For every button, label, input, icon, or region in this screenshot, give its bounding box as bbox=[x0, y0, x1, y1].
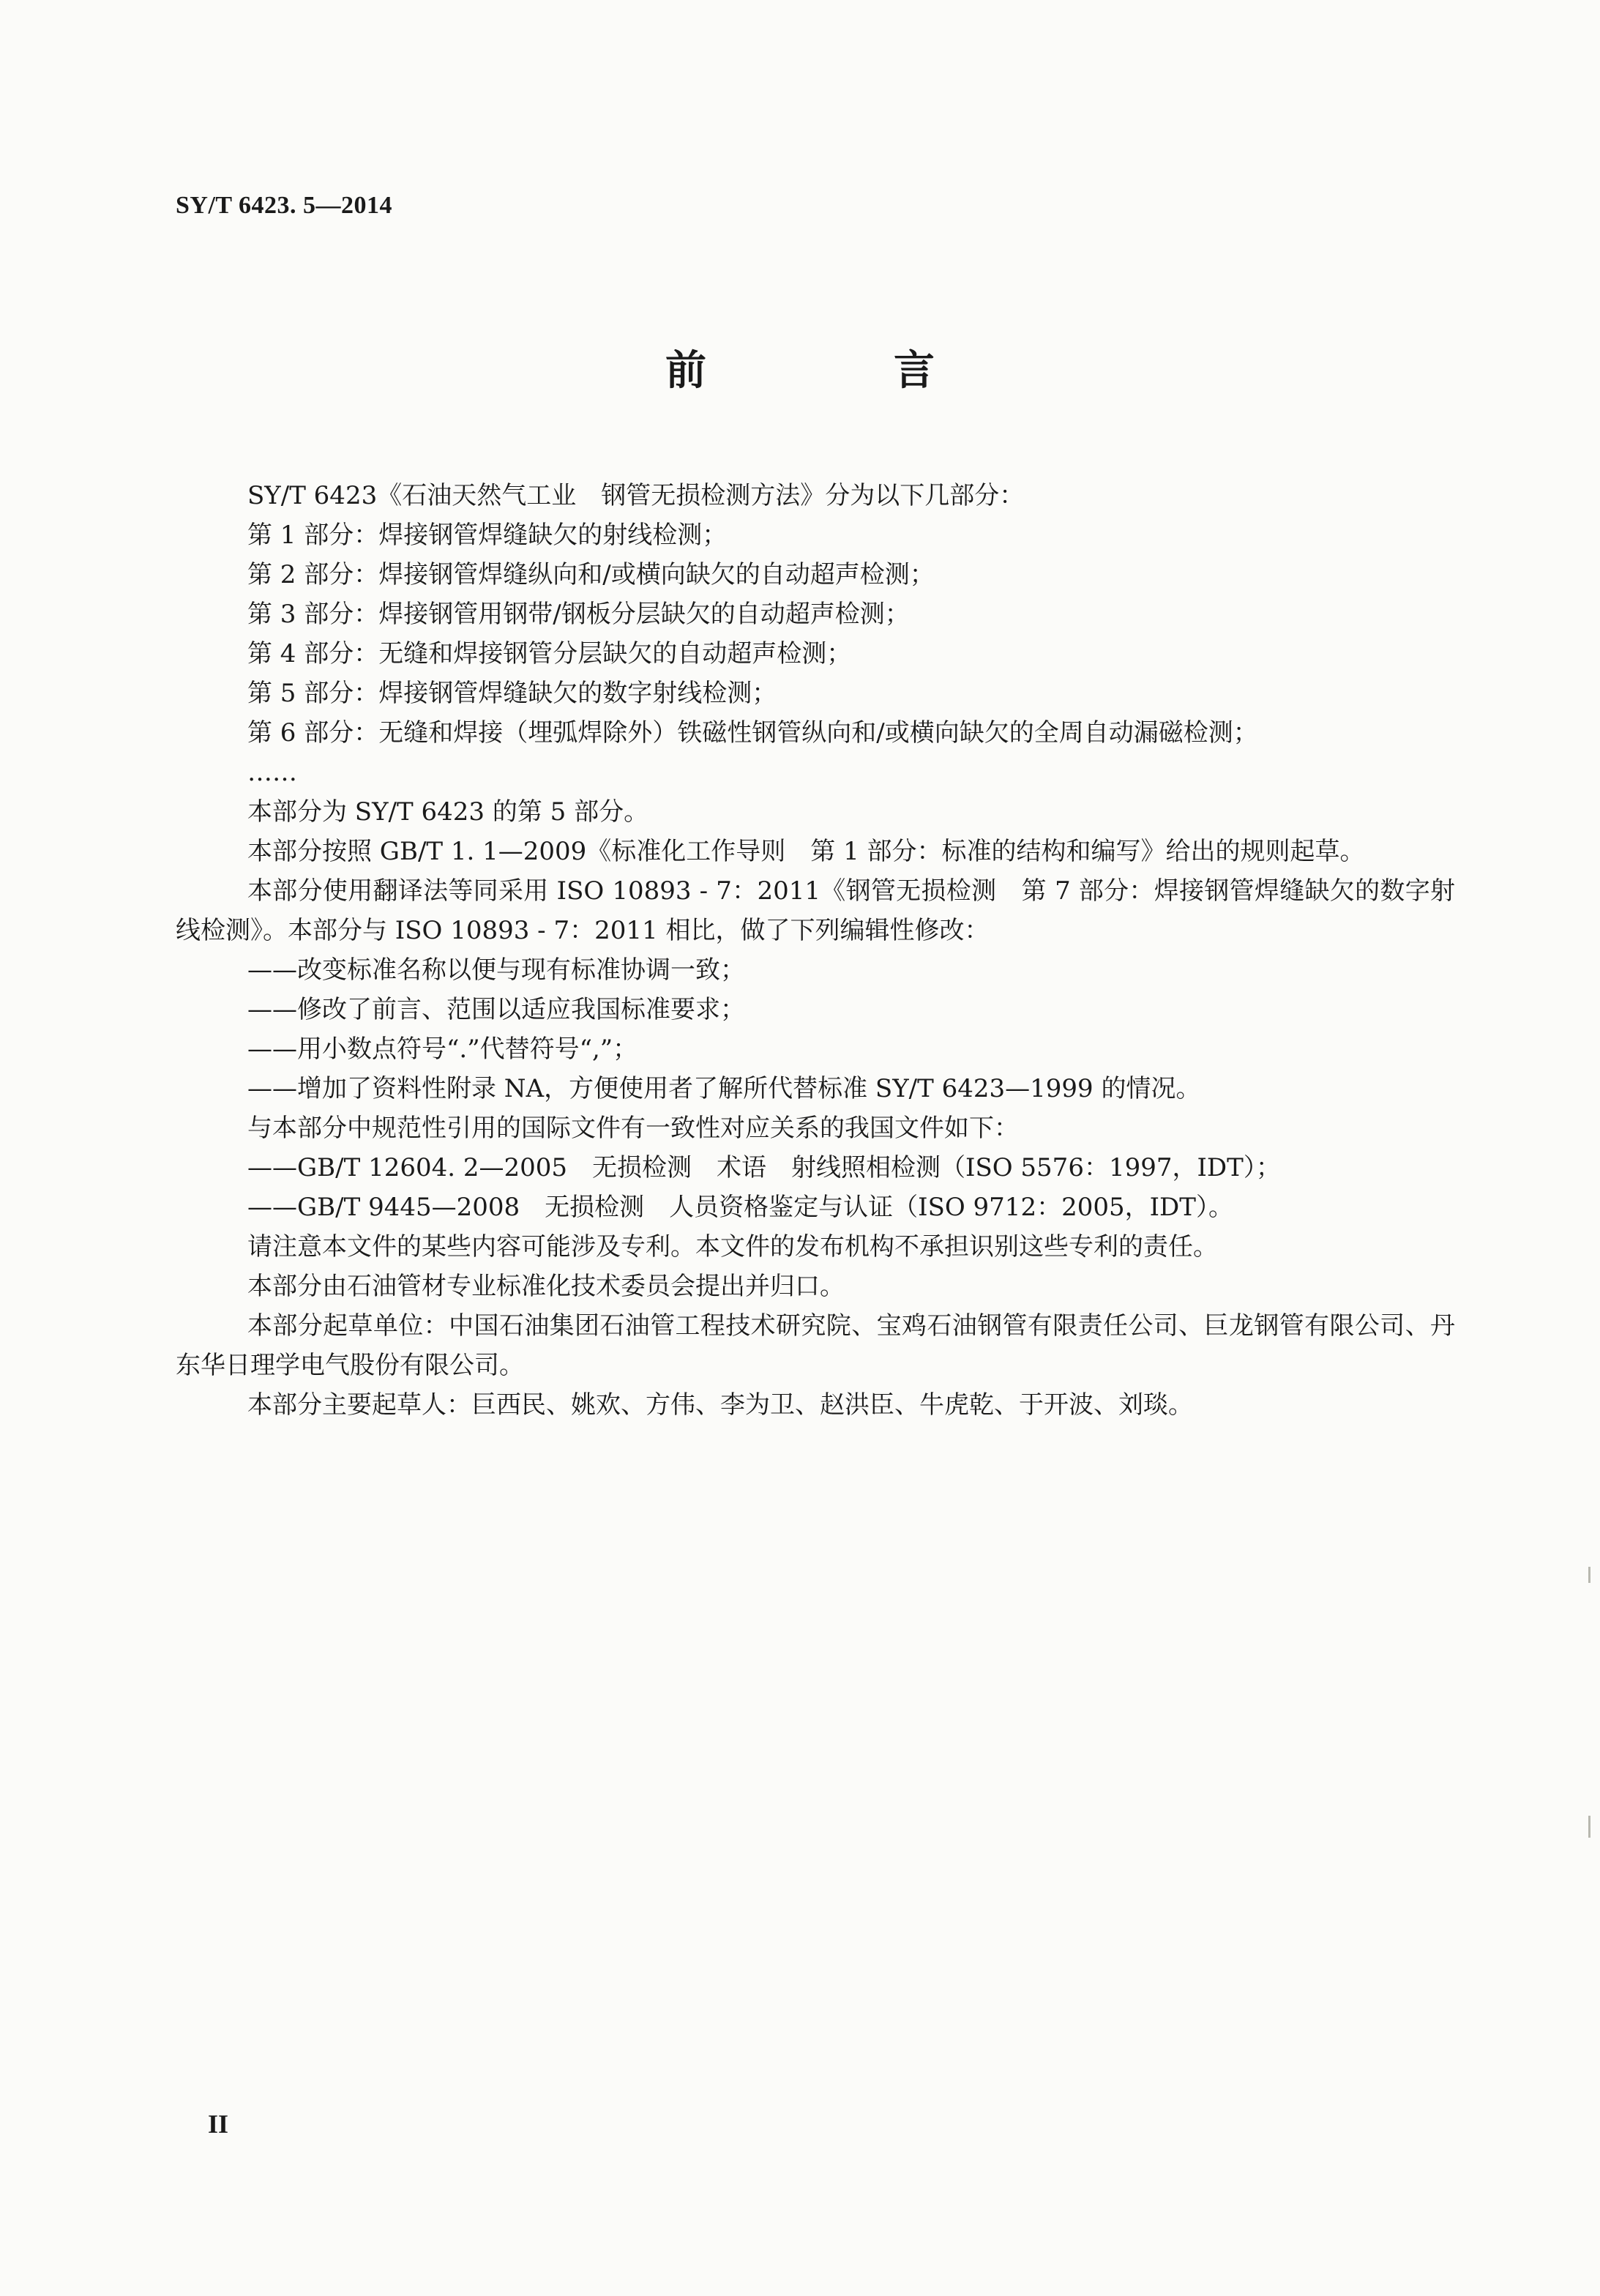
paragraph-proposer: 本部分由石油管材专业标准化技术委员会提出并归口。 bbox=[247, 1272, 845, 1301]
paragraph-corresponding-docs: 与本部分中规范性引用的国际文件有一致性对应关系的我国文件如下： bbox=[247, 1114, 1019, 1143]
list-item-part-4: 第 4 部分：无缝和焊接钢管分层缺欠的自动超声检测； bbox=[247, 639, 852, 668]
change-item-4: ——增加了资料性附录 NA，方便使用者了解所代替标准 SY/T 6423—1999 的情况。 bbox=[247, 1074, 1201, 1103]
paragraph-drafters: 本部分主要起草人：巨西民、姚欢、方伟、李为卫、赵洪臣、牛虎乾、于开波、刘琰。 bbox=[247, 1390, 1193, 1420]
list-ellipsis: …… bbox=[247, 758, 297, 787]
paragraph-this-part: 本部分为 SY/T 6423 的第 5 部分。 bbox=[247, 797, 649, 827]
page-number: II bbox=[208, 2109, 229, 2139]
list-item-part-2: 第 2 部分：焊接钢管焊缝纵向和/或横向缺欠的自动超声检测； bbox=[247, 560, 935, 589]
list-item-part-3: 第 3 部分：焊接钢管用钢带/钢板分层缺欠的自动超声检测； bbox=[247, 600, 910, 629]
change-item-2: ——修改了前言、范围以适应我国标准要求； bbox=[247, 995, 745, 1024]
list-item-part-6: 第 6 部分：无缝和焊接（埋弧焊除外）铁磁性钢管纵向和/或横向缺欠的全周自动漏磁检测； bbox=[247, 718, 1258, 748]
list-item-part-5: 第 5 部分：焊接钢管焊缝缺欠的数字射线检测； bbox=[247, 679, 777, 708]
paragraph-intro: SY/T 6423《石油天然气工业 钢管无损检测方法》分为以下几部分： bbox=[247, 481, 1025, 510]
foreword-body bbox=[176, 476, 1455, 1425]
reference-item-1: ——GB/T 12604. 2—2005 无损检测 术语 射线照相检测（ISO 5576：1997，IDT）； bbox=[247, 1153, 1281, 1182]
reference-item-2: ——GB/T 9445—2008 无损检测 人员资格鉴定与认证（ISO 9712：2005，IDT）。 bbox=[247, 1193, 1233, 1222]
paragraph-patent-notice: 请注意本文件的某些内容可能涉及专利。本文件的发布机构不承担识别这些专利的责任。 bbox=[247, 1232, 1218, 1261]
paragraph-drafting-units: 本部分起草单位：中国石油集团石油管工程技术研究院、宝鸡石油钢管有限责任公司、巨龙钢管有限公司、丹东华日理学电气股份有限公司。 bbox=[176, 1311, 1455, 1380]
scan-artifact bbox=[1588, 1567, 1590, 1583]
document-code: SY/T 6423. 5—2014 bbox=[176, 192, 392, 219]
scan-artifact bbox=[1588, 1816, 1590, 1838]
change-item-3: ——用小数点符号“.”代替符号“,”； bbox=[247, 1035, 638, 1064]
list-item-part-1: 第 1 部分：焊接钢管焊缝缺欠的射线检测； bbox=[247, 521, 728, 550]
paragraph-drafting-rules: 本部分按照 GB/T 1. 1—2009《标准化工作导则 第 1 部分：标准的结构和编写》给出的规则起草。 bbox=[247, 837, 1365, 866]
page-title: 前 言 bbox=[665, 347, 1008, 395]
paragraph-adoption: 本部分使用翻译法等同采用 ISO 10893 - 7：2011《钢管无损检测 第 7 部分：焊接钢管焊缝缺欠的数字射线检测》。本部分与 ISO 10893 - 7：2011 相比，做了下列编辑性修改： bbox=[176, 876, 1455, 945]
change-item-1: ——改变标准名称以便与现有标准协调一致； bbox=[247, 955, 745, 985]
